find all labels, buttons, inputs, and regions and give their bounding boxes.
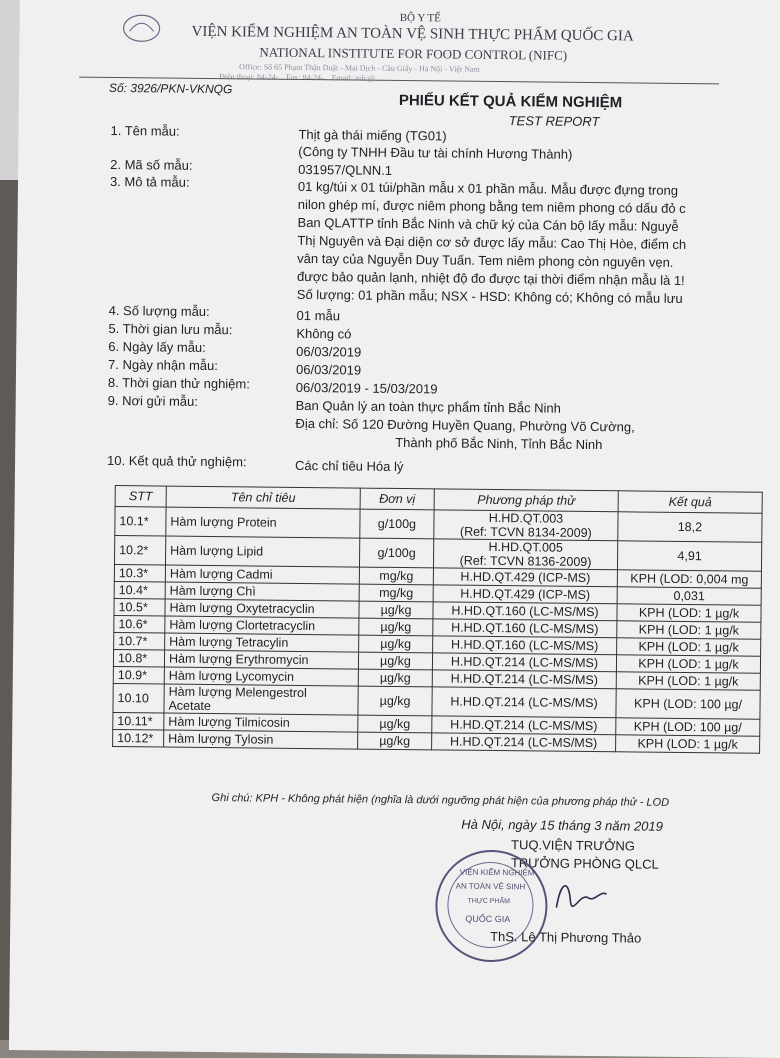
institute-name-vi: VIỆN KIỂM NGHIỆM AN TOÀN VỆ SINH THỰC PHẨM QUỐC GIA (191, 23, 634, 45)
field-label: 9. Nơi gửi mẫu: (107, 392, 198, 409)
row-result: KPH (LOD: 1 µg/k (617, 638, 761, 657)
stamp-text: VIỆN KIỂM NGHIỆM (459, 867, 535, 878)
row-name: Hàm lượng Chì (165, 582, 359, 601)
field-value: Ban Quản lý an toàn thực phẩm tỉnh Bắc Ninh (295, 397, 561, 416)
row-result: KPH (LOD: 100 µg/ (616, 718, 760, 737)
field-value: Thị Nguyên và Đại diện cơ sở được lấy mẫu: Cao Thị Hòe, điểm ch (297, 232, 687, 252)
row-method: H.HD.QT.160 (LC-MS/MS) (433, 636, 617, 655)
signer-dept: TRƯỞNG PHÒNG QLCL (510, 855, 659, 872)
row-name: Hàm lượng Tetracylin (165, 633, 359, 652)
method-ref: (Ref: TCVN 8134-2009) (459, 524, 592, 541)
row-name: Hàm lượng Protein (166, 507, 360, 538)
place-date: Hà Nội, ngày 15 tháng 3 năm 2019 (461, 816, 663, 834)
row-stt: 10.6* (114, 616, 165, 634)
row-stt: 10.10 (113, 684, 164, 714)
row-result: KPH (LOD: 1 µg/k (617, 604, 761, 623)
row-result: KPH (LOD: 0,004 mg (617, 570, 761, 589)
field-value: vân tay của Nguyễn Duy Tuấn. Tem niêm phong còn nguyên vẹn. (297, 250, 674, 270)
row-method: H.HD.QT.214 (LC-MS/MS) (432, 716, 616, 735)
field-label: 3. Mô tả mẫu: (109, 173, 190, 190)
field-value: 01 kg/túi x 01 túi/phần mẫu x 01 phần mẫu. Mẫu được đựng trong (297, 178, 679, 198)
column-header: STT (115, 486, 166, 508)
row-stt: 10.4* (114, 582, 165, 600)
row-stt: 10.8* (113, 650, 164, 668)
field-label: 8. Thời gian thử nghiệm: (107, 374, 250, 392)
row-result: KPH (LOD: 1 µg/k (616, 735, 760, 754)
row-method (434, 510, 618, 541)
column-header: Tên chỉ tiêu (166, 486, 360, 509)
row-unit: µg/kg (359, 618, 433, 636)
column-header: Phương pháp thử (434, 489, 618, 512)
field-label: 10. Kết quả thử nghiệm: (106, 452, 247, 470)
field-value: Các chỉ tiêu Hóa lý (294, 457, 404, 475)
field-value: 06/03/2019 - 15/03/2019 (295, 379, 438, 397)
row-method: H.HD.QT.160 (LC-MS/MS) (433, 602, 617, 621)
row-name: Hàm lượng Oxytetracyclin (165, 599, 359, 618)
row-unit: µg/kg (359, 601, 433, 619)
institute-address: Office: Số 65 Phạm Thận Duật - Mai Dịch - Cầu Giấy - Hà Nội - Việt Nam (239, 62, 480, 74)
column-header: Đơn vị (360, 488, 434, 510)
row-method: H.HD.QT.214 (LC-MS/MS) (432, 653, 616, 672)
row-result: KPH (LOD: 100 µg/ (616, 689, 760, 720)
institute-name-en: NATIONAL INSTITUTE FOR FOOD CONTROL (NIFC) (259, 44, 568, 63)
row-name-line: Hàm lượng Melengestrol (168, 684, 307, 701)
row-result: KPH (LOD: 1 µg/k (616, 655, 760, 674)
row-unit: µg/kg (358, 732, 432, 750)
field-label: 5. Thời gian lưu mẫu: (108, 320, 233, 338)
signer-role: TUQ.VIỆN TRƯỞNG (510, 837, 636, 854)
row-stt: 10.5* (114, 599, 165, 617)
row-method: H.HD.QT.214 (LC-MS/MS) (432, 687, 616, 718)
row-stt: 10.3* (114, 565, 165, 583)
report-number: Số: 3926/PKN-VKNQG (108, 80, 233, 97)
row-result: KPH (LOD: 1 µg/k (616, 672, 760, 691)
field-value: Thành phố Bắc Ninh, Tỉnh Bắc Ninh (395, 434, 603, 453)
row-unit: mg/kg (359, 567, 433, 585)
method-code: H.HD.QT.005 (488, 539, 563, 555)
row-name: Hàm lượng Lycomycin (164, 667, 358, 686)
method-code: H.HD.QT.003 (488, 510, 564, 526)
row-unit: mg/kg (359, 584, 433, 602)
row-result: 0,031 (617, 587, 761, 606)
report-title-en: TEST REPORT (508, 113, 600, 130)
signature-icon (550, 872, 610, 921)
row-method: H.HD.QT.214 (LC-MS/MS) (432, 670, 616, 689)
field-value: Ban QLATTP tỉnh Bắc Ninh và chữ ký của Cán bộ lấy mẫu: Nguyễ (297, 214, 679, 234)
field-value: Địa chỉ: Số 120 Đường Huyền Quang, Phường Võ Cường, (295, 415, 635, 435)
field-value: 06/03/2019 (295, 361, 362, 378)
institute-contact: Điện thoại: 84-24-... Fax: 84-24-... Email: nifc@... (219, 72, 381, 83)
row-unit: g/100g (359, 538, 433, 568)
field-value: Thịt gà thái miếng (TG01) (298, 126, 447, 144)
ministry-name: BỘ Y TẾ (399, 11, 441, 25)
row-method: H.HD.QT.214 (LC-MS/MS) (432, 733, 616, 752)
field-value: Số lượng: 01 phần mẫu; NSX - HSD: Không có; Không có mẫu lưu (296, 286, 683, 306)
row-name (164, 684, 358, 715)
row-unit: µg/kg (358, 669, 432, 687)
row-stt: 10.7* (114, 633, 165, 651)
field-label: 2. Mã số mẫu: (110, 156, 193, 173)
row-result: KPH (LOD: 1 µg/k (617, 621, 761, 640)
row-name: Hàm lượng Erythromycin (164, 650, 358, 669)
row-stt: 10.12* (113, 730, 164, 748)
row-name: Hàm lượng Cadmi (165, 565, 359, 584)
official-stamp (435, 849, 548, 962)
row-unit: g/100g (360, 509, 434, 539)
row-name-line: Acetate (168, 698, 211, 714)
row-unit: µg/kg (358, 715, 432, 733)
stamp-text: QUỐC GIA (465, 913, 511, 925)
row-unit: µg/kg (358, 686, 432, 716)
row-unit: µg/kg (358, 652, 432, 670)
row-method: H.HD.QT.160 (LC-MS/MS) (433, 619, 617, 638)
row-stt: 10.2* (114, 536, 165, 566)
row-stt: 10.1* (115, 507, 166, 537)
row-method: H.HD.QT.429 (ICP-MS) (433, 568, 617, 587)
row-name: Hàm lượng Tilmicosin (164, 713, 358, 732)
test-report-document (9, 0, 780, 1058)
field-value: được bảo quản lạnh, nhiệt độ đo được tại thời điểm nhận mẫu là 1! (296, 268, 685, 288)
report-title-vi: PHIẾU KẾT QUẢ KIỂM NGHIỆM (398, 91, 623, 112)
footnote: Ghi chú: KPH - Không phát hiện (nghĩa là dưới ngưỡng phát hiện của phương pháp thử - LOD (211, 792, 670, 809)
row-method (433, 539, 617, 570)
field-label: 1. Tên mẫu: (110, 122, 180, 139)
field-label: 6. Ngày lấy mẫu: (108, 338, 206, 355)
field-label: 4. Số lượng mẫu: (108, 302, 210, 320)
row-result: 18,2 (618, 512, 762, 543)
field-value: nilon ghép mí, được niêm phong bằng tem niêm phong có dấu đỏ c (297, 196, 686, 216)
row-unit: µg/kg (359, 635, 433, 653)
stamp-text: THỰC PHẨM (467, 897, 511, 906)
ministry-logo-icon (119, 11, 163, 45)
column-header: Kết quả (618, 491, 762, 514)
row-method: H.HD.QT.429 (ICP-MS) (433, 585, 617, 604)
row-name: Hàm lượng Tylosin (164, 730, 358, 749)
method-ref: (Ref: TCVN 8136-2009) (459, 553, 592, 570)
field-value: Không có (296, 325, 352, 342)
field-label: 7. Ngày nhận mẫu: (108, 356, 219, 374)
row-result: 4,91 (617, 541, 761, 572)
row-stt: 10.11* (113, 713, 164, 731)
results-table (112, 485, 763, 754)
row-name: Hàm lượng Lipid (165, 536, 359, 567)
stamp-text: AN TOÀN VỆ SINH (455, 881, 526, 892)
signer-name: ThS. Lê Thị Phương Thảo (490, 928, 642, 946)
field-value: 06/03/2019 (296, 343, 362, 360)
row-name: Hàm lượng Clortetracyclin (165, 616, 359, 635)
row-stt: 10.9* (113, 667, 164, 685)
field-value: 01 mẫu (296, 307, 341, 324)
field-value: 031957/QLNN.1 (298, 161, 393, 178)
field-value: (Công ty TNHH Đầu tư tài chính Hương Thành) (298, 143, 573, 162)
